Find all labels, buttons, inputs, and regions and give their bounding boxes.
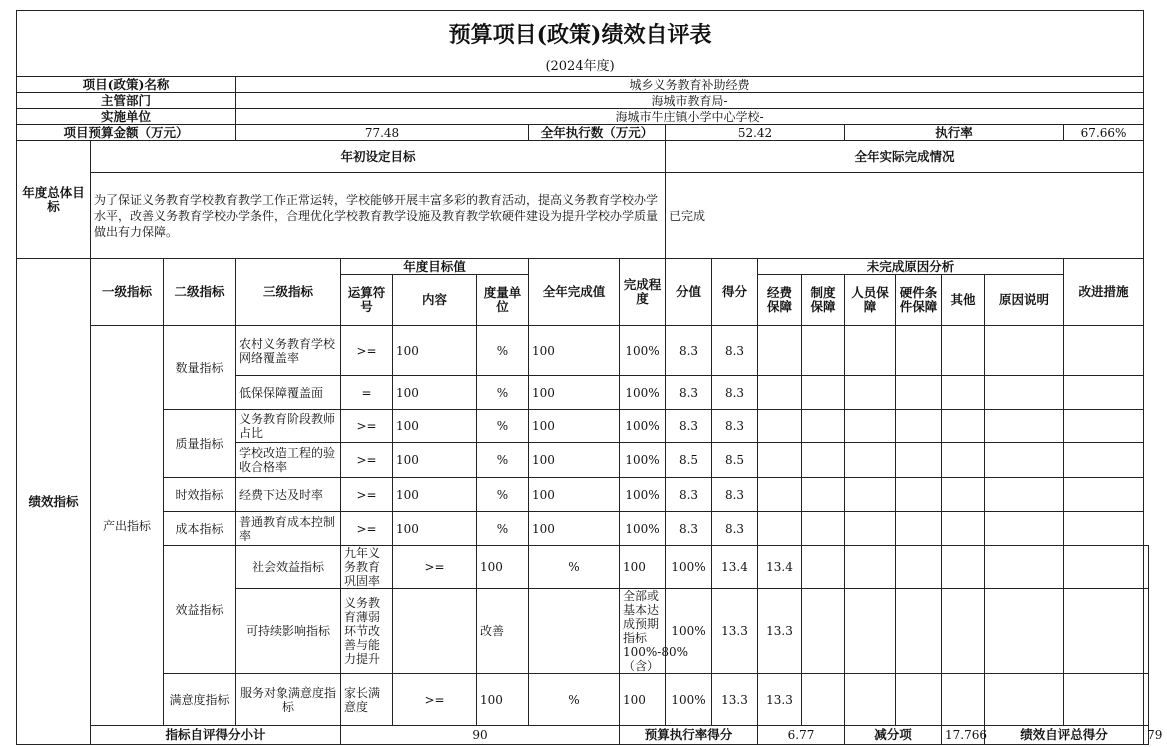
indicator-score: 8.3 <box>712 326 758 376</box>
table-title: 预算项目(政策)绩效自评表 <box>17 11 1144 59</box>
indicator-score: 8.3 <box>712 512 758 546</box>
empty-cell <box>758 512 802 546</box>
implementing-unit-label: 实施单位 <box>17 109 236 125</box>
department-value: 海城市教育局- <box>236 93 1144 109</box>
improvement-header: 改进措施 <box>1064 259 1144 326</box>
reason-other-header: 其他 <box>942 275 985 326</box>
execution-rate-label: 执行率 <box>845 125 1064 141</box>
indicator-actual: 100 <box>620 674 666 726</box>
empty-cell <box>758 478 802 512</box>
indicator-name: 低保保障覆盖面 <box>236 376 341 410</box>
empty-cell <box>985 410 1064 443</box>
indicator-name: 经费下达及时率 <box>236 478 341 512</box>
empty-cell <box>985 443 1064 478</box>
empty-cell <box>845 376 896 410</box>
empty-cell <box>1064 376 1144 410</box>
deduction-value: 17.766 <box>942 726 985 745</box>
indicator-operator: = <box>341 376 393 410</box>
initial-goal-text: 为了保证义务教育学校教育教学工作正常运转，学校能够开展丰富多彩的教育活动，提高义务教育学校办学水平，改善义务教育学校办学条件，合理优化学校教育教学设施及教育教学软硬件建设为提升学校办学质量做出有力保障。 <box>91 173 666 259</box>
empty-cell <box>1064 546 1144 589</box>
indicator-unit: % <box>477 326 529 376</box>
indicator-unit <box>529 589 620 674</box>
empty-cell <box>896 546 942 589</box>
indicator-weight: 8.3 <box>666 410 712 443</box>
level3-header: 三级指标 <box>236 259 341 326</box>
indicator-weight: 13.3 <box>712 589 758 674</box>
group-satisfaction: 满意度指标 <box>164 674 236 726</box>
total-score-value: 79 <box>1144 726 1149 745</box>
empty-cell <box>802 546 845 589</box>
empty-cell <box>802 674 845 726</box>
operator-header: 运算符号 <box>341 275 393 326</box>
annual-goal-label: 年度总体目标 <box>17 141 91 259</box>
empty-cell <box>802 589 845 674</box>
empty-cell <box>985 546 1064 589</box>
empty-cell <box>1144 546 1149 589</box>
execution-rate-value: 67.66% <box>1064 125 1144 141</box>
indicator-unit: % <box>477 410 529 443</box>
reason-system-header: 制度保障 <box>802 275 845 326</box>
empty-cell <box>985 674 1064 726</box>
reason-hardware-header: 硬件条件保障 <box>896 275 942 326</box>
execution-amount-label: 全年执行数（万元） <box>529 125 666 141</box>
indicator-score: 8.5 <box>712 443 758 478</box>
indicator-unit: % <box>529 674 620 726</box>
group-service: 服务对象满意度指标 <box>236 674 341 726</box>
unit-header: 度量单位 <box>477 275 529 326</box>
execution-amount-value: 52.42 <box>666 125 845 141</box>
indicator-operator: >= <box>341 410 393 443</box>
indicator-operator: >= <box>341 443 393 478</box>
reason-analysis-header: 未完成原因分析 <box>758 259 1064 275</box>
budget-rate-score-label: 预算执行率得分 <box>620 726 758 745</box>
subtotal-value: 90 <box>341 726 620 745</box>
indicator-name: 普通教育成本控制率 <box>236 512 341 546</box>
indicator-name: 义务教育薄弱环节改善与能力提升 <box>341 589 393 674</box>
indicator-completion: 100% <box>620 443 666 478</box>
indicator-score: 13.3 <box>758 589 802 674</box>
indicator-score: 8.3 <box>712 478 758 512</box>
indicator-actual: 全部或基本达成预期指标100%-80%（含） <box>620 589 666 674</box>
indicator-name: 学校改造工程的验收合格率 <box>236 443 341 478</box>
empty-cell <box>942 589 985 674</box>
empty-cell <box>896 326 942 376</box>
empty-cell <box>845 478 896 512</box>
empty-cell <box>985 376 1064 410</box>
indicator-name: 家长满意度 <box>341 674 393 726</box>
indicator-completion: 100% <box>666 546 712 589</box>
indicator-actual: 100 <box>529 512 620 546</box>
empty-cell <box>896 589 942 674</box>
budget-amount-label: 项目预算金额（万元） <box>17 125 236 141</box>
indicator-actual: 100 <box>529 326 620 376</box>
indicator-content: 改善 <box>477 589 529 674</box>
indicator-name: 义务教育阶段教师占比 <box>236 410 341 443</box>
indicator-content: 100 <box>393 410 477 443</box>
indicator-completion: 100% <box>620 512 666 546</box>
empty-cell <box>942 443 985 478</box>
empty-cell <box>802 376 845 410</box>
empty-cell <box>845 410 896 443</box>
indicator-completion: 100% <box>620 326 666 376</box>
empty-cell <box>1144 589 1149 674</box>
empty-cell <box>985 478 1064 512</box>
actual-completion-text: 已完成 <box>666 173 1144 259</box>
empty-cell <box>896 410 942 443</box>
indicator-content: 100 <box>477 674 529 726</box>
indicator-actual: 100 <box>529 443 620 478</box>
empty-cell <box>1064 674 1144 726</box>
indicator-unit: % <box>529 546 620 589</box>
subtotal-label: 指标自评得分小计 <box>91 726 341 745</box>
empty-cell <box>845 512 896 546</box>
empty-cell <box>845 589 896 674</box>
indicator-operator: >= <box>341 326 393 376</box>
fiscal-year: (2024年度) <box>17 59 1144 77</box>
group-cost: 成本指标 <box>164 512 236 546</box>
indicator-operator: >= <box>341 478 393 512</box>
reason-funding-header: 经费保障 <box>758 275 802 326</box>
empty-cell <box>896 478 942 512</box>
self-evaluation-table <box>16 10 1163 745</box>
content-header: 内容 <box>393 275 477 326</box>
empty-cell <box>942 478 985 512</box>
project-name-value: 城乡义务教育补助经费 <box>236 77 1144 93</box>
indicator-operator: >= <box>393 674 477 726</box>
empty-cell <box>802 326 845 376</box>
indicator-content: 100 <box>393 478 477 512</box>
empty-cell <box>985 512 1064 546</box>
empty-cell <box>1064 589 1144 674</box>
indicator-operator: >= <box>393 546 477 589</box>
performance-indicators-label: 绩效指标 <box>17 259 91 745</box>
indicator-content: 100 <box>393 326 477 376</box>
department-label: 主管部门 <box>17 93 236 109</box>
empty-cell <box>802 478 845 512</box>
project-name-label: 项目(政策)名称 <box>17 77 236 93</box>
empty-cell <box>942 376 985 410</box>
empty-cell <box>896 512 942 546</box>
empty-cell <box>802 443 845 478</box>
indicator-weight: 8.3 <box>666 376 712 410</box>
group-sustainable: 可持续影响指标 <box>236 589 341 674</box>
group-timeliness: 时效指标 <box>164 478 236 512</box>
empty-cell <box>942 326 985 376</box>
indicator-completion: 100% <box>666 674 712 726</box>
indicator-content: 100 <box>477 546 529 589</box>
empty-cell <box>758 376 802 410</box>
indicator-content: 100 <box>393 443 477 478</box>
indicator-score: 13.4 <box>758 546 802 589</box>
empty-cell <box>896 443 942 478</box>
indicator-unit: % <box>477 478 529 512</box>
empty-cell <box>985 589 1064 674</box>
indicator-actual: 100 <box>529 478 620 512</box>
empty-cell <box>1064 443 1144 478</box>
indicator-operator <box>393 589 477 674</box>
empty-cell <box>985 326 1064 376</box>
group-quality: 质量指标 <box>164 410 236 478</box>
indicator-weight: 8.5 <box>666 443 712 478</box>
indicator-completion: 100% <box>666 589 712 674</box>
indicator-content: 100 <box>393 512 477 546</box>
empty-cell <box>845 546 896 589</box>
empty-cell <box>942 512 985 546</box>
indicator-name: 九年义务教育巩固率 <box>341 546 393 589</box>
reason-explanation-header: 原因说明 <box>985 275 1064 326</box>
indicator-score: 13.3 <box>758 674 802 726</box>
empty-cell <box>896 674 942 726</box>
indicator-unit: % <box>477 376 529 410</box>
indicator-completion: 100% <box>620 410 666 443</box>
deduction-label: 减分项 <box>845 726 942 745</box>
actual-completion-header: 全年实际完成情况 <box>666 141 1144 173</box>
indicator-completion: 100% <box>620 478 666 512</box>
implementing-unit-value: 海城市牛庄镇小学中心学校- <box>236 109 1144 125</box>
budget-amount-value: 77.48 <box>236 125 529 141</box>
level2-header: 二级指标 <box>164 259 236 326</box>
empty-cell <box>1064 326 1144 376</box>
indicator-actual: 100 <box>620 546 666 589</box>
completion-header: 完成程度 <box>620 259 666 326</box>
indicator-actual: 100 <box>529 376 620 410</box>
level1-header: 一级指标 <box>91 259 164 326</box>
empty-cell <box>845 326 896 376</box>
group-quantity: 数量指标 <box>164 326 236 410</box>
empty-cell <box>845 443 896 478</box>
group-social: 社会效益指标 <box>236 546 341 589</box>
indicator-completion: 100% <box>620 376 666 410</box>
score-header: 得分 <box>712 259 758 326</box>
indicator-weight: 13.3 <box>712 674 758 726</box>
indicator-score: 8.3 <box>712 376 758 410</box>
indicator-weight: 8.3 <box>666 326 712 376</box>
empty-cell <box>845 674 896 726</box>
empty-cell <box>942 410 985 443</box>
empty-cell <box>1144 674 1149 726</box>
empty-cell <box>942 546 985 589</box>
indicator-content: 100 <box>393 376 477 410</box>
empty-cell <box>802 410 845 443</box>
initial-goal-header: 年初设定目标 <box>91 141 666 173</box>
empty-cell <box>758 410 802 443</box>
indicator-operator: >= <box>341 512 393 546</box>
empty-cell <box>942 674 985 726</box>
indicator-unit: % <box>477 443 529 478</box>
total-score-label: 绩效自评总得分 <box>985 726 1144 745</box>
empty-cell <box>1064 478 1144 512</box>
annual-target-header: 年度目标值 <box>341 259 529 275</box>
indicator-weight: 8.3 <box>666 512 712 546</box>
budget-rate-score-value: 6.77 <box>758 726 845 745</box>
indicator-score: 8.3 <box>712 410 758 443</box>
weight-header: 分值 <box>666 259 712 326</box>
indicator-name: 农村义务教育学校网络覆盖率 <box>236 326 341 376</box>
reason-personnel-header: 人员保障 <box>845 275 896 326</box>
indicator-weight: 13.4 <box>712 546 758 589</box>
group-benefit: 效益指标 <box>164 546 236 674</box>
empty-cell <box>896 376 942 410</box>
indicator-unit: % <box>477 512 529 546</box>
actual-value-header: 全年完成值 <box>529 259 620 326</box>
empty-cell <box>802 512 845 546</box>
empty-cell <box>758 443 802 478</box>
empty-cell <box>1064 512 1144 546</box>
indicator-actual: 100 <box>529 410 620 443</box>
empty-cell <box>1064 410 1144 443</box>
indicator-weight: 8.3 <box>666 478 712 512</box>
empty-cell <box>758 326 802 376</box>
group-output: 产出指标 <box>91 326 164 726</box>
